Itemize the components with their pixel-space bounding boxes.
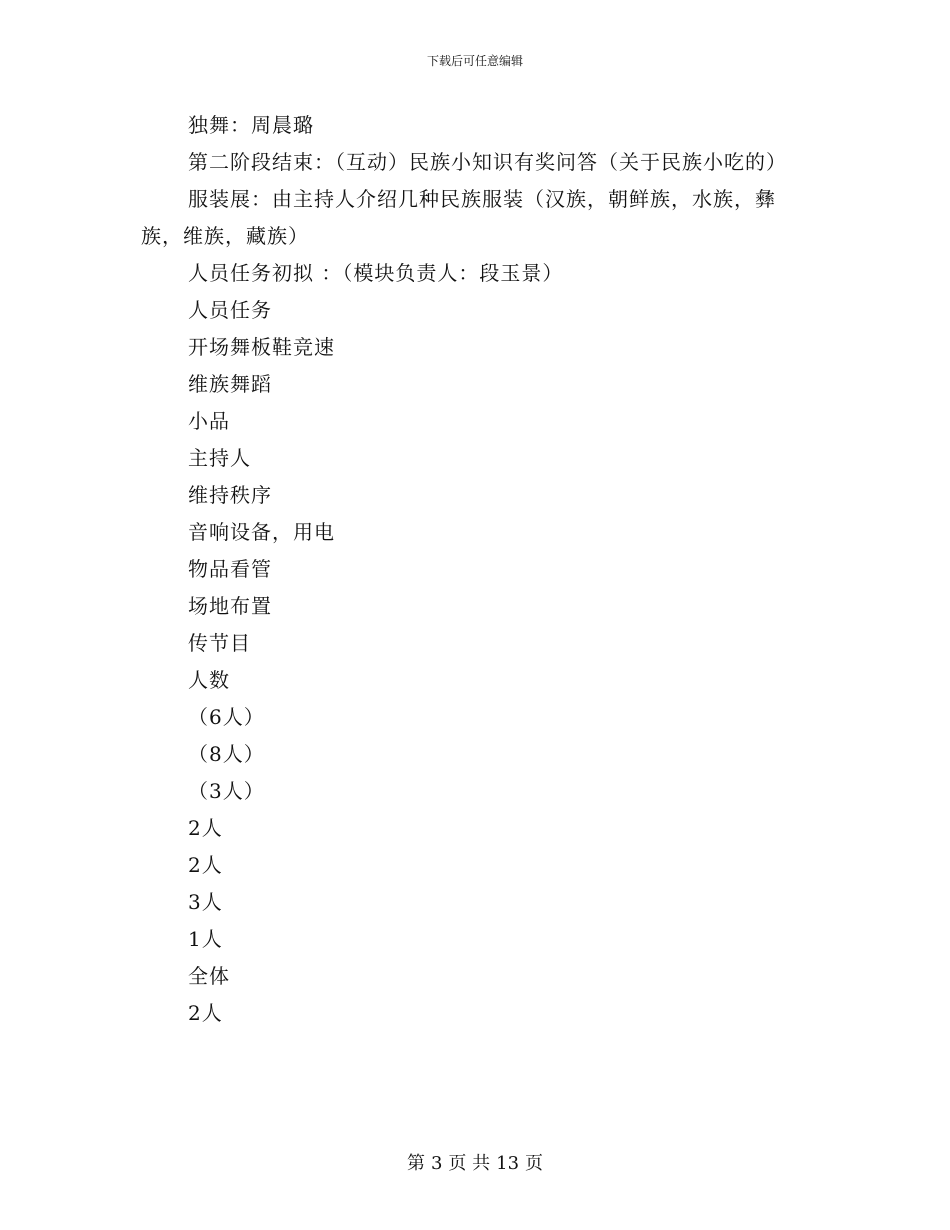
list-item: 全体 — [188, 964, 230, 988]
list-item: 场地布置 — [188, 594, 272, 618]
list-item: 2人 — [188, 853, 223, 877]
document-body — [141, 107, 801, 1032]
list-item: （3人） — [188, 779, 265, 803]
page-header — [0, 53, 950, 69]
list-item: 音响设备，用电 — [188, 520, 335, 544]
header-text: 下载后可任意编辑 — [426, 54, 523, 68]
list-item: 1人 — [188, 927, 223, 951]
list-item: 人员任务 — [188, 298, 272, 322]
list-item: 维持秩序 — [188, 483, 272, 507]
paragraph-stage-two-end: 第二阶段结束：（互动）民族小知识有奖问答（关于民族小吃的） — [188, 150, 787, 174]
footer-current-page: 3 — [430, 1153, 443, 1174]
paragraph-task-draft: 人员任务初拟 ：（模块负责人：段玉景） — [188, 261, 564, 285]
list-item: 人数 — [188, 668, 230, 692]
paragraph-solo-dance: 独舞：周晨璐 — [188, 113, 314, 137]
list-item: 2人 — [188, 816, 223, 840]
list-item: 2人 — [188, 1001, 223, 1025]
list-item: （8人） — [188, 742, 265, 766]
list-item: 小品 — [188, 409, 230, 433]
paragraph-costume-show: 服装展：由主持人介绍几种民族服装（汉族，朝鲜族，水族，彝族，维族，藏族） — [141, 187, 776, 248]
list-item: 维族舞蹈 — [188, 372, 272, 396]
footer-total-pages: 13 — [496, 1153, 520, 1174]
list-item: （6人） — [188, 705, 265, 729]
list-item: 传节目 — [188, 631, 251, 655]
list-item: 3人 — [188, 890, 223, 914]
page-footer — [0, 1152, 950, 1176]
footer-prefix: 第 — [406, 1153, 425, 1174]
footer-middle: 页 共 — [448, 1153, 491, 1174]
list-item: 开场舞板鞋竞速 — [188, 335, 335, 359]
list-item: 主持人 — [188, 446, 251, 470]
footer-suffix: 页 — [525, 1153, 544, 1174]
list-item: 物品看管 — [188, 557, 272, 581]
